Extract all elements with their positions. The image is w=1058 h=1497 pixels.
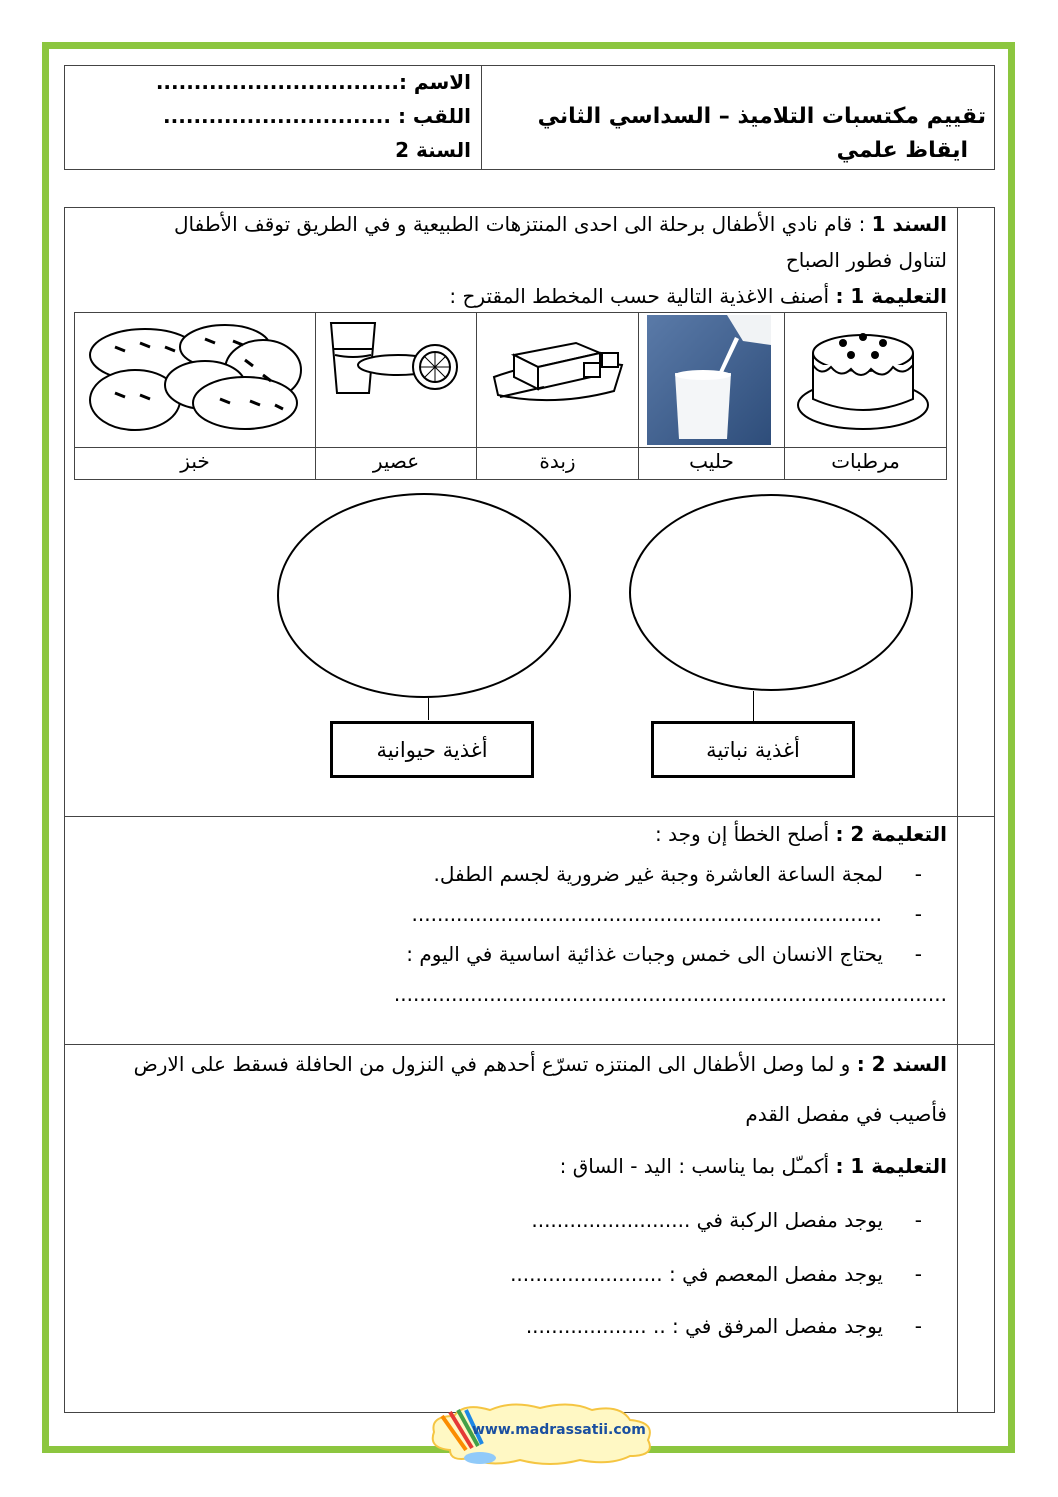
- juice-icon: [323, 315, 469, 445]
- animal-food-box: أغذية حيوانية: [330, 721, 534, 778]
- food-grid: [74, 312, 947, 480]
- surname-field[interactable]: اللقب : ..............................: [163, 104, 471, 128]
- food-label-cake: مرطبات: [831, 449, 900, 473]
- instruction2-line: [655, 822, 947, 846]
- sanad1-label: السند 1: [871, 212, 947, 236]
- instruction1-label: التعليمة 1 :: [835, 284, 947, 308]
- butter-icon: [484, 315, 632, 445]
- cake-icon: [791, 315, 941, 445]
- page-title: تقييم مكتسبات التلاميذ – السداسي الثاني: [537, 104, 986, 129]
- instruction2-text: أصلح الخطأ إن وجد :: [655, 822, 836, 846]
- bread-icon: [85, 315, 307, 445]
- s3-dash-2: -: [914, 1262, 922, 1286]
- s3-item-3[interactable]: يوجد مفصل المرفق في : .. ...................: [525, 1314, 883, 1338]
- s2-item-1: لمجة الساعة العاشرة وجبة غير ضرورية لجسم الطفل.: [433, 862, 883, 886]
- plant-connector: [753, 691, 754, 721]
- animal-food-oval[interactable]: [277, 493, 571, 698]
- section-divider-1: [64, 816, 995, 817]
- instruction2-label: التعليمة 2 :: [835, 822, 947, 846]
- s2-dash-1: -: [914, 862, 922, 886]
- animal-connector: [428, 698, 429, 720]
- s3-dash-3: -: [914, 1314, 922, 1338]
- s2-dash-2: -: [914, 902, 922, 926]
- header-divider: [481, 65, 482, 170]
- instruction1-text: أصنف الاغذية التالية حسب المخطط المقترح :: [449, 284, 836, 308]
- sanad1-line1: [174, 212, 947, 236]
- website-link[interactable]: www.madrassatii.com: [472, 1422, 646, 1438]
- name-field[interactable]: الاسم :................................: [155, 70, 471, 94]
- instruction3-label: التعليمة 1 :: [835, 1154, 947, 1178]
- site-logo: [420, 1400, 660, 1470]
- food-label-juice: عصير: [372, 449, 420, 473]
- s2-answer-2[interactable]: .......................................................................................: [393, 982, 947, 1006]
- food-label-bread: خبز: [180, 449, 210, 473]
- s3-item-1[interactable]: يوجد مفصل الركبة في .........................: [531, 1208, 883, 1232]
- s3-item-2[interactable]: يوجد مفصل المعصم في : ........................: [510, 1262, 883, 1286]
- food-label-milk: حليب: [689, 449, 734, 473]
- plant-food-box: أغذية نباتية: [651, 721, 855, 778]
- sanad2-line1: [134, 1052, 947, 1076]
- grade-label: السنة 2: [395, 138, 471, 162]
- instruction1-line: [449, 284, 947, 308]
- exam-margin-line: [957, 207, 958, 1413]
- s3-dash-1: -: [914, 1208, 922, 1232]
- section-divider-2: [64, 1044, 995, 1045]
- sanad1-line2: لتناول فطور الصباح: [785, 248, 947, 272]
- sanad2-label: السند 2 :: [856, 1052, 947, 1076]
- food-label-butter: زبدة: [539, 449, 576, 473]
- s2-item-2: يحتاج الانسان الى خمس وجبات غذائية اساسية في اليوم :: [406, 942, 883, 966]
- instruction3-text: أكمـّل بما يناسب : اليد - الساق :: [559, 1154, 836, 1178]
- sanad1-text: : قام نادي الأطفال برحلة الى احدى المنتزهات الطبيعية و في الطريق توقف الأطفال: [174, 212, 872, 236]
- sanad2-text: و لما وصل الأطفال الى المنتزه تسرّع أحدهم في النزول من الحافلة فسقط على الارض: [133, 1052, 857, 1076]
- milk-icon: [647, 315, 771, 445]
- s2-dash-3: -: [914, 942, 922, 966]
- subject-label: ايقاظ علمي: [836, 138, 968, 163]
- plant-food-oval[interactable]: [629, 494, 913, 691]
- s2-answer-1[interactable]: ..........................................................................: [411, 902, 882, 926]
- sanad2-line2: فأصيب في مفصل القدم: [745, 1102, 947, 1126]
- instruction3-line: [560, 1154, 947, 1178]
